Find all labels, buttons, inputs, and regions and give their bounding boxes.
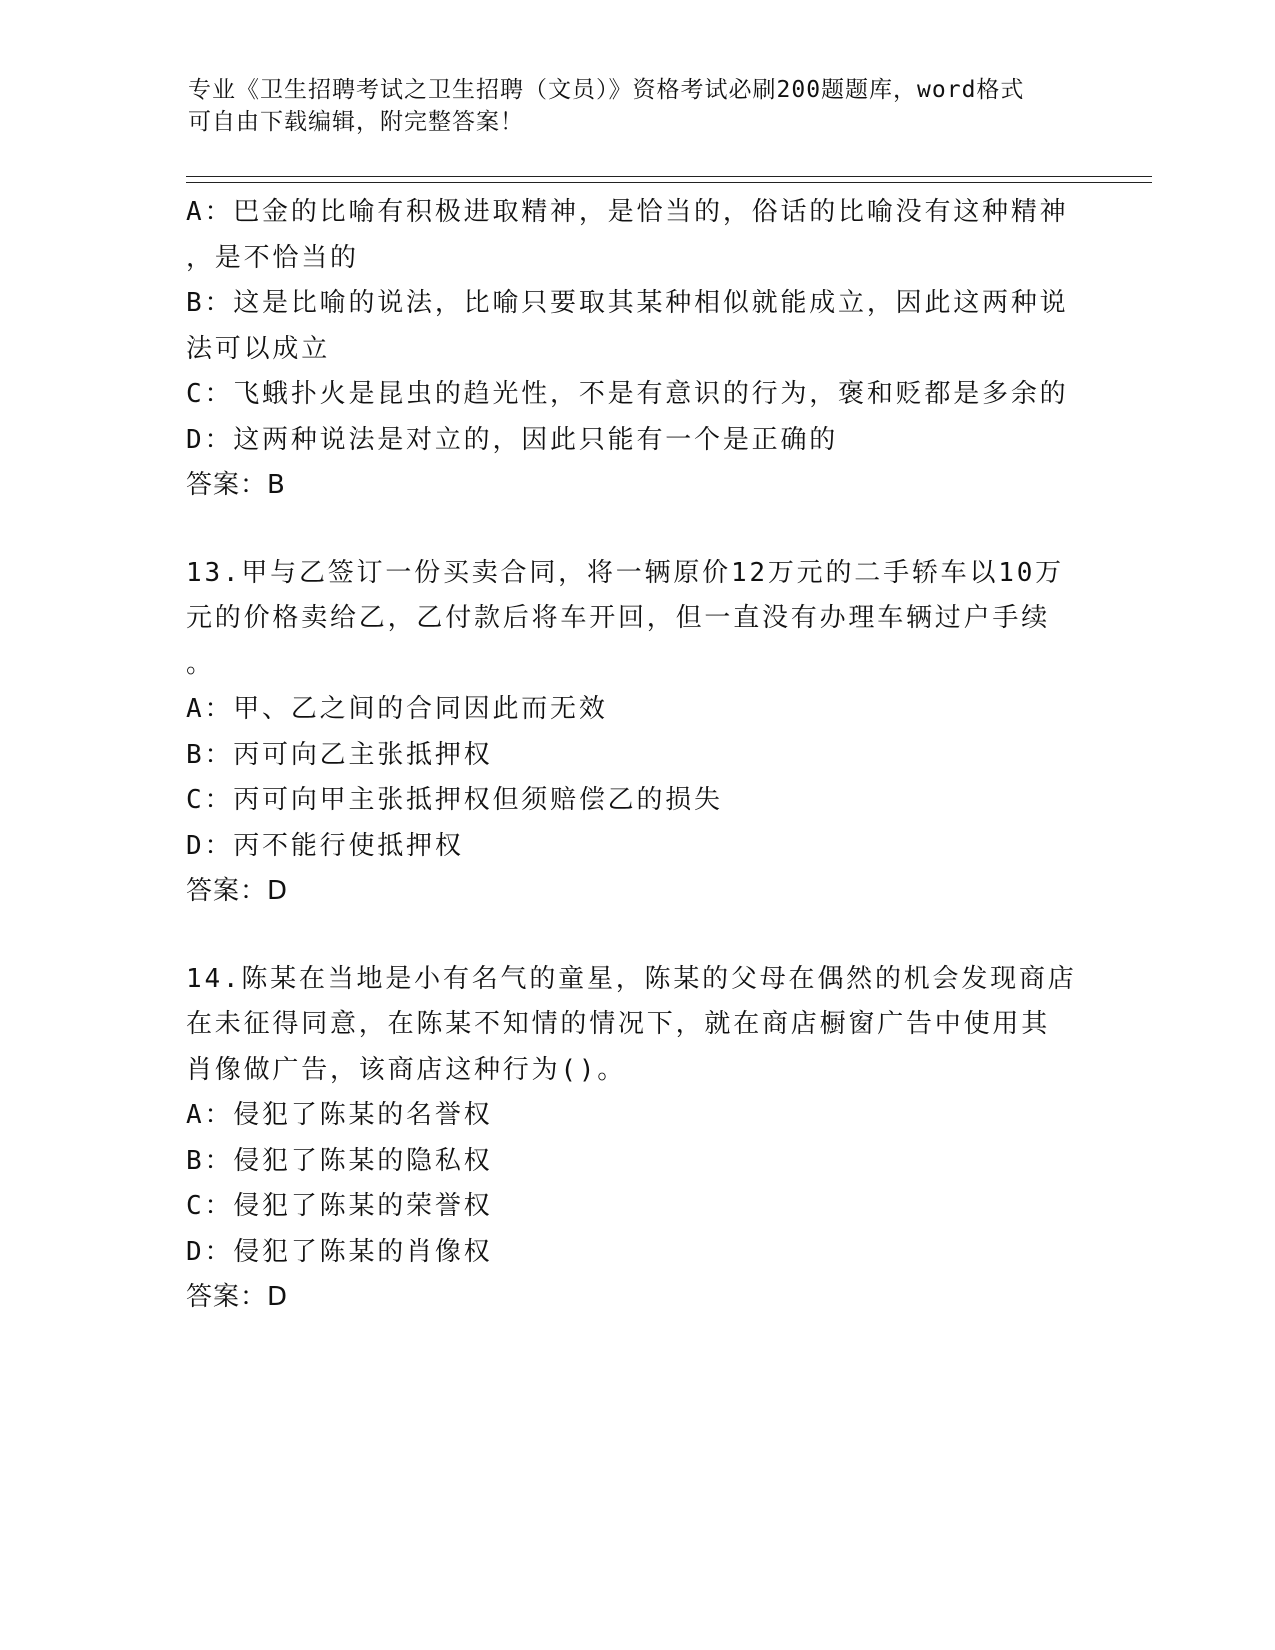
header-line-2: 可自由下载编辑，附完整答案！ bbox=[188, 109, 524, 135]
q13-answer: 答案：D bbox=[186, 876, 289, 906]
q12-option-c: C：飞蛾扑火是昆虫的趋光性，不是有意识的行为，褒和贬都是多余的 bbox=[186, 379, 1069, 409]
q14-option-a: A：侵犯了陈某的名誉权 bbox=[186, 1100, 493, 1130]
q12-option-d: D：这两种说法是对立的，因此只能有一个是正确的 bbox=[186, 424, 839, 455]
q14-stem-line-2: 在未征得同意，在陈某不知情的情况下，就在商店橱窗广告中使用其 bbox=[186, 1009, 1051, 1039]
q12-option-b-line-2: 法可以成立 bbox=[186, 333, 331, 364]
q14-answer: 答案：D bbox=[186, 1282, 289, 1312]
q12-option-a-line-2: ，是不恰当的 bbox=[186, 242, 359, 273]
q13-option-a: A：甲、乙之间的合同因此而无效 bbox=[186, 694, 608, 724]
question-12 bbox=[186, 190, 1086, 509]
q13-stem-line-1: 13.甲与乙签订一份买卖合同，将一辆原价12万元的二手轿车以10万 bbox=[186, 557, 1064, 588]
question-13 bbox=[186, 551, 1086, 915]
q14-option-b: B：侵犯了陈某的隐私权 bbox=[186, 1145, 493, 1176]
q14-option-c: C：侵犯了陈某的荣誉权 bbox=[186, 1191, 493, 1221]
question-gap bbox=[186, 915, 1086, 957]
question-14 bbox=[186, 957, 1086, 1321]
q13-option-d: D：丙不能行使抵押权 bbox=[186, 830, 464, 861]
q13-stem-line-3: 。 bbox=[186, 648, 215, 679]
q12-answer: 答案：B bbox=[186, 470, 286, 500]
q13-stem-line-2: 元的价格卖给乙，乙付款后将车开回，但一直没有办理车辆过户手续 bbox=[186, 603, 1051, 633]
q14-stem-line-3: 肖像做广告，该商店这种行为()。 bbox=[186, 1054, 627, 1085]
question-content bbox=[186, 190, 1086, 1321]
q13-option-c: C：丙可向甲主张抵押权但须赔偿乙的损失 bbox=[186, 785, 723, 815]
document-header bbox=[188, 74, 1068, 138]
header-divider-bottom bbox=[186, 182, 1152, 183]
q14-option-d: D：侵犯了陈某的肖像权 bbox=[186, 1236, 493, 1267]
header-line-1: 专业《卫生招聘考试之卫生招聘（文员）》资格考试必刷200题题库，word格式 bbox=[188, 77, 1025, 103]
question-gap bbox=[186, 509, 1086, 551]
q12-option-a-line-1: A：巴金的比喻有积极进取精神，是恰当的，俗话的比喻没有这种精神 bbox=[186, 197, 1069, 227]
q14-stem-line-1: 14.陈某在当地是小有名气的童星，陈某的父母在偶然的机会发现商店 bbox=[186, 963, 1077, 994]
q12-option-b-line-1: B：这是比喻的说法，比喻只要取其某种相似就能成立，因此这两种说 bbox=[186, 288, 1069, 318]
header-divider-top bbox=[186, 176, 1152, 177]
q13-option-b: B：丙可向乙主张抵押权 bbox=[186, 739, 493, 770]
